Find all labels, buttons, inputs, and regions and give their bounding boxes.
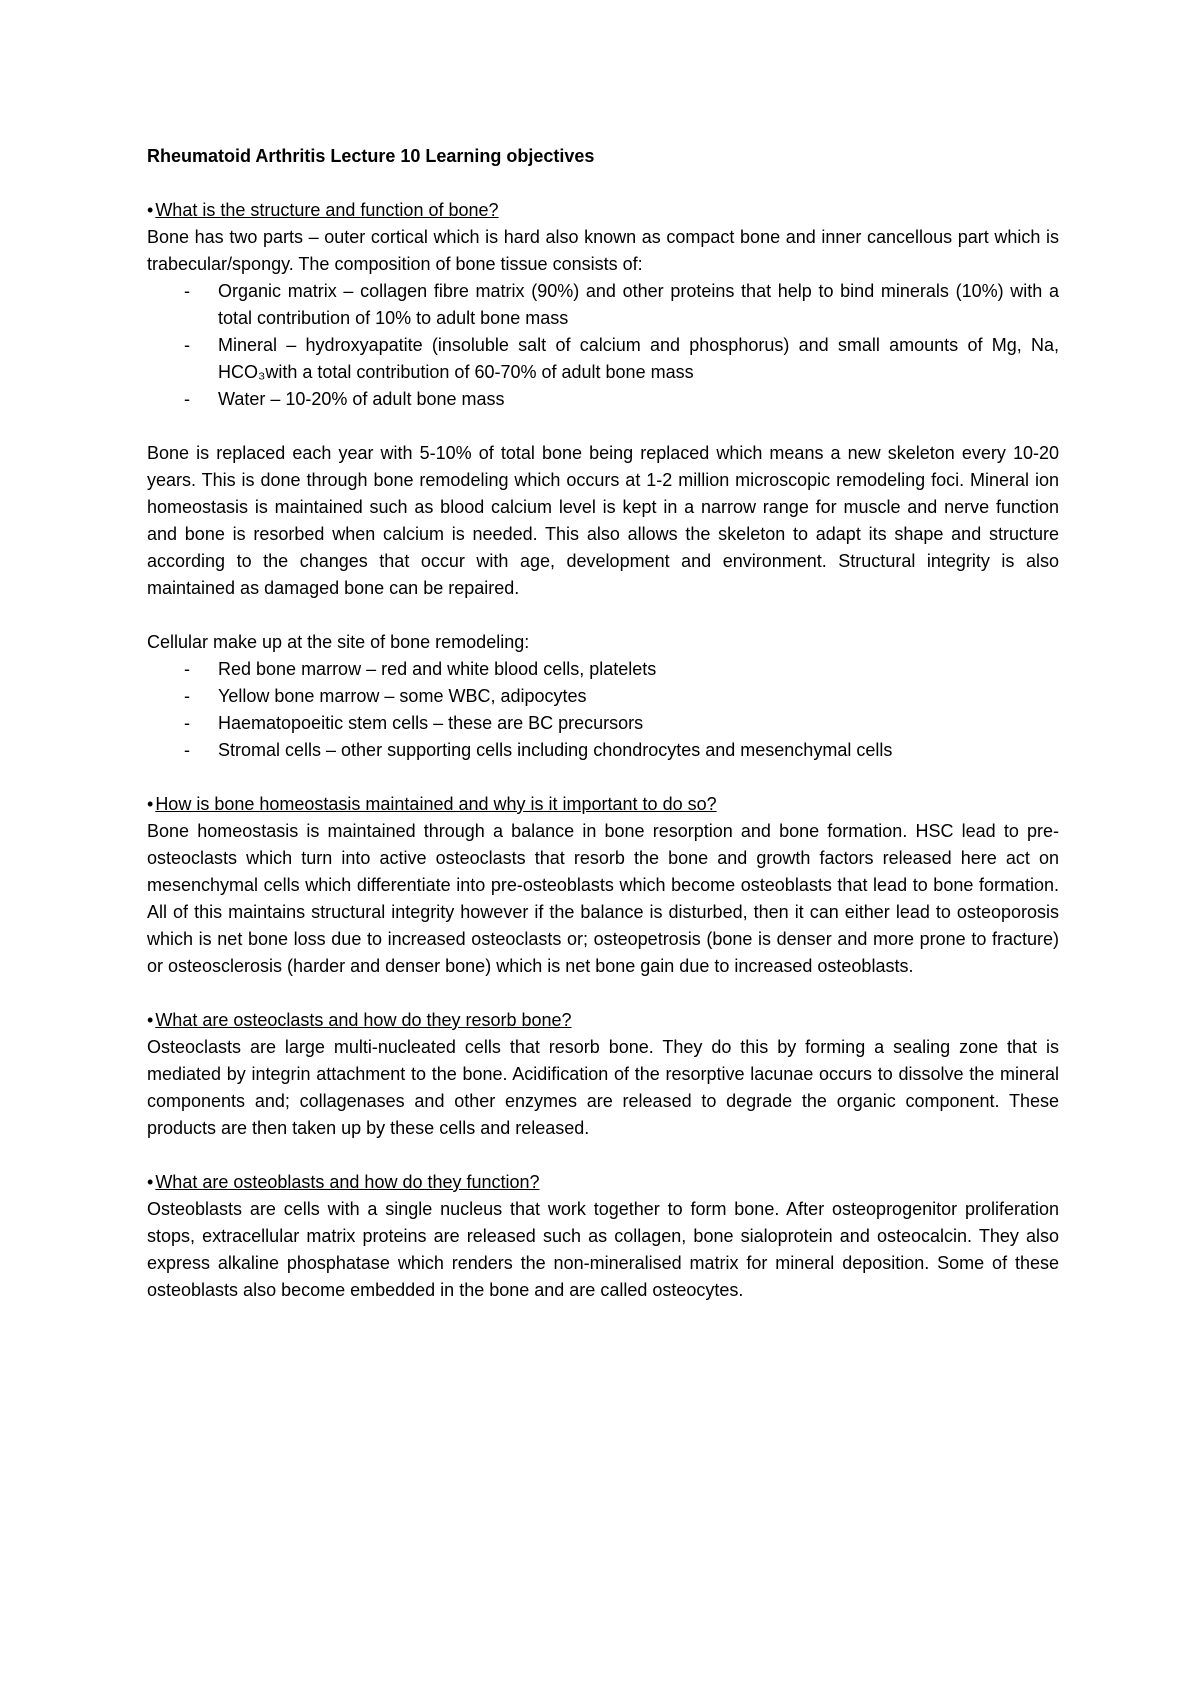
bullet-icon: • [147, 1010, 154, 1030]
list-item [147, 278, 1059, 332]
cellular-intro: Cellular make up at the site of bone remodeling: [147, 632, 530, 652]
bullet-icon: • [147, 1172, 154, 1192]
list-item-text: Yellow bone marrow – some WBC, adipocytes [218, 686, 587, 706]
bullet-icon: • [147, 794, 154, 814]
paragraph-gap [147, 980, 1059, 1007]
list-item [147, 656, 1059, 683]
dash-marker: - [184, 281, 190, 301]
list-item-text: Mineral – hydroxyapatite (insoluble salt of calcium and phosphorus) and small amounts of Mg, Na, HCO₃with a total contribution of 60-70% of adult bone mass [218, 335, 1059, 382]
list-item-text: Organic matrix – collagen fibre matrix (90%) and other proteins that help to bind minerals (10%) with a total contribution of 10% to adult bone mass [218, 281, 1059, 328]
bullet-icon: • [147, 200, 154, 220]
paragraph-gap [147, 413, 1059, 440]
paragraph-gap [147, 602, 1059, 629]
paragraph-gap [147, 1142, 1059, 1169]
list-item [147, 386, 1059, 413]
paragraph-gap [147, 764, 1059, 791]
section-3-question-text: What are osteoclasts and how do they resorb bone? [155, 1010, 572, 1030]
section-2-question-text: How is bone homeostasis maintained and why is it important to do so? [155, 794, 717, 814]
section-1-question [147, 197, 1059, 224]
list-item [147, 737, 1059, 764]
list-item [147, 332, 1059, 386]
document-title: Rheumatoid Arthritis Lecture 10 Learning objectives [147, 146, 595, 166]
dash-marker: - [184, 740, 190, 760]
list-item [147, 683, 1059, 710]
section-1-paragraph: Bone is replaced each year with 5-10% of total bone being replaced which means a new skeleton every 10-20 years. This is done through bone remodeling which occurs at 1-2 million microscopic remodeling foci. Mineral ion homeostasis is maintained such as blood calcium level is kept in a narrow range for muscle and nerve function and bone is resorbed when calcium is needed. This also allows the skeleton to adapt its shape and structure according to the changes that occur with age, development and environment. Structural integrity is also maintained as damaged bone can be repaired. [147, 443, 1059, 598]
section-3-question [147, 1007, 1059, 1034]
document-page [147, 143, 1059, 1304]
list-item-text: Haematopoeitic stem cells – these are BC precursors [218, 713, 644, 733]
section-4-question-text: What are osteoblasts and how do they function? [155, 1172, 540, 1192]
section-2-question [147, 791, 1059, 818]
section-4-question [147, 1169, 1059, 1196]
list-item-text: Stromal cells – other supporting cells including chondrocytes and mesenchymal cells [218, 740, 893, 760]
dash-marker: - [184, 659, 190, 679]
dash-marker: - [184, 335, 190, 355]
dash-marker: - [184, 686, 190, 706]
list-item [147, 710, 1059, 737]
section-1-question-text: What is the structure and function of bone? [155, 200, 499, 220]
dash-marker: - [184, 713, 190, 733]
list-item-text: Water – 10-20% of adult bone mass [218, 389, 505, 409]
composition-list [147, 278, 1059, 413]
cellular-list [147, 656, 1059, 764]
section-2-paragraph: Bone homeostasis is maintained through a balance in bone resorption and bone formation. HSC lead to pre-osteoclasts which turn into active osteoclasts that resorb the bone and growth factors released here act on mesenchymal cells which differentiate into pre-osteoblasts which become osteoblasts that lead to bone formation. All of this maintains structural integrity however if the balance is disturbed, then it can either lead to osteoporosis which is net bone loss due to increased osteoclasts or; osteopetrosis (bone is denser and more prone to fracture) or osteosclerosis (harder and denser bone) which is net bone gain due to increased osteoblasts. [147, 821, 1059, 976]
list-item-text: Red bone marrow – red and white blood cells, platelets [218, 659, 657, 679]
section-4-paragraph: Osteoblasts are cells with a single nucleus that work together to form bone. After osteoprogenitor proliferation stops, extracellular matrix proteins are released such as collagen, bone sialoprotein and osteocalcin. They also express alkaline phosphatase which renders the non-mineralised matrix for mineral deposition. Some of these osteoblasts also become embedded in the bone and are called osteocytes. [147, 1199, 1059, 1300]
dash-marker: - [184, 389, 190, 409]
section-1-intro: Bone has two parts – outer cortical which is hard also known as compact bone and inner cancellous part which is trabecular/spongy. The composition of bone tissue consists of: [147, 227, 1059, 274]
section-3-paragraph: Osteoclasts are large multi-nucleated cells that resorb bone. They do this by forming a sealing zone that is mediated by integrin attachment to the bone. Acidification of the resorptive lacunae occurs to dissolve the mineral components and; collagenases and other enzymes are released to degrade the organic component. These products are then taken up by these cells and released. [147, 1037, 1059, 1138]
